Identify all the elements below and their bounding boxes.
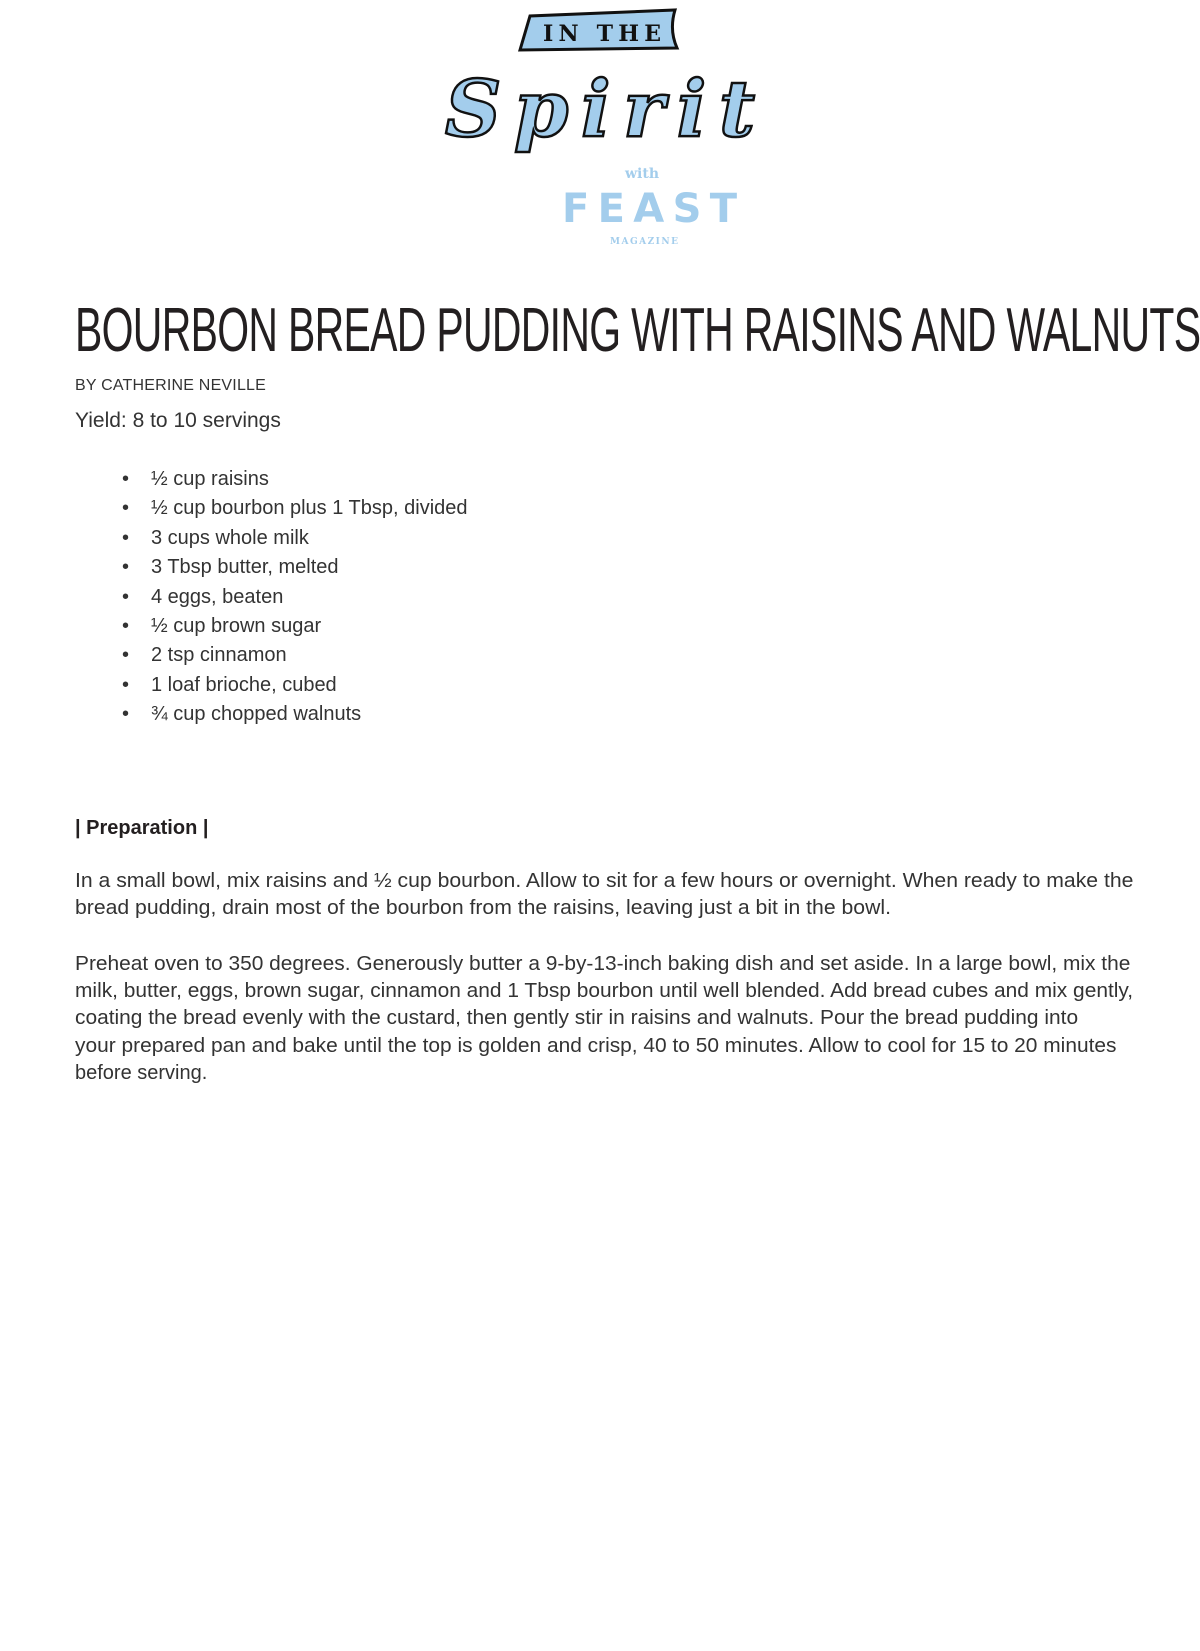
- bullet-icon: •: [122, 673, 130, 696]
- recipe-title: BOURBON BREAD PUDDING WITH RAISINS AND WALNUTS: [75, 296, 1200, 365]
- ingredient: ¾ cup chopped walnuts: [151, 703, 362, 726]
- in-the-spirit-feast-logo: [425, 8, 785, 250]
- ingredient: 1 loaf brioche, cubed: [151, 673, 337, 696]
- logo-in-the: IN THE: [543, 21, 661, 47]
- ingredient: ½ cup brown sugar: [151, 614, 322, 637]
- text-line: coating the bread evenly with the custard, then gently stir in raisins and walnuts. Pour the bread pudding into: [75, 1007, 1079, 1030]
- text-line: Preheat oven to 350 degrees. Generously butter a 9-by-13-inch baking dish and set aside. In a large bowl, mix the: [75, 953, 1131, 975]
- bullet-icon: •: [122, 556, 130, 579]
- text-line: In a small bowl, mix raisins and ½ cup bourbon. Allow to sit for a few hours or overnight. When ready to make the: [75, 870, 1134, 892]
- ingredient: 4 eggs, beaten: [151, 585, 284, 608]
- bullet-icon: •: [122, 614, 130, 637]
- preparation-heading: | Preparation |: [75, 817, 209, 839]
- text-line: bread pudding, drain most of the bourbon from the raisins, leaving just a bit in the bowl.: [75, 897, 891, 920]
- byline: BY CATHERINE NEVILLE: [75, 377, 267, 394]
- preparation-paragraph-2: [75, 951, 1134, 1087]
- logo-magazine: MAGAZINE: [610, 237, 680, 247]
- bullet-icon: •: [122, 526, 130, 549]
- bullet-icon: •: [122, 497, 130, 520]
- logo-feast: FEAST: [562, 186, 737, 232]
- bullet-icon: •: [122, 468, 130, 490]
- ingredient: ½ cup raisins: [151, 468, 269, 490]
- preparation-paragraph-1: [75, 868, 1134, 922]
- ingredient: 3 Tbsp butter, melted: [151, 556, 339, 579]
- text-line: milk, butter, eggs, brown sugar, cinnamon and 1 Tbsp bourbon until well blended. Add bread cubes and mix gently,: [75, 980, 1134, 1003]
- ingredient: 2 tsp cinnamon: [151, 644, 287, 667]
- bullet-icon: •: [122, 703, 130, 726]
- ingredient: ½ cup bourbon plus 1 Tbsp, divided: [151, 497, 468, 520]
- yield: Yield: 8 to 10 servings: [75, 409, 281, 432]
- logo-with: with: [625, 166, 660, 182]
- text-line: before serving.: [75, 1061, 208, 1084]
- ingredient: 3 cups whole milk: [151, 526, 309, 549]
- bullet-icon: •: [122, 585, 130, 608]
- logo-spirit: Spirit: [445, 64, 755, 155]
- bullet-icon: •: [122, 644, 130, 667]
- text-line: your prepared pan and bake until the top is golden and crisp, 40 to 50 minutes. Allow to cool for 15 to 20 minutes: [75, 1034, 1117, 1057]
